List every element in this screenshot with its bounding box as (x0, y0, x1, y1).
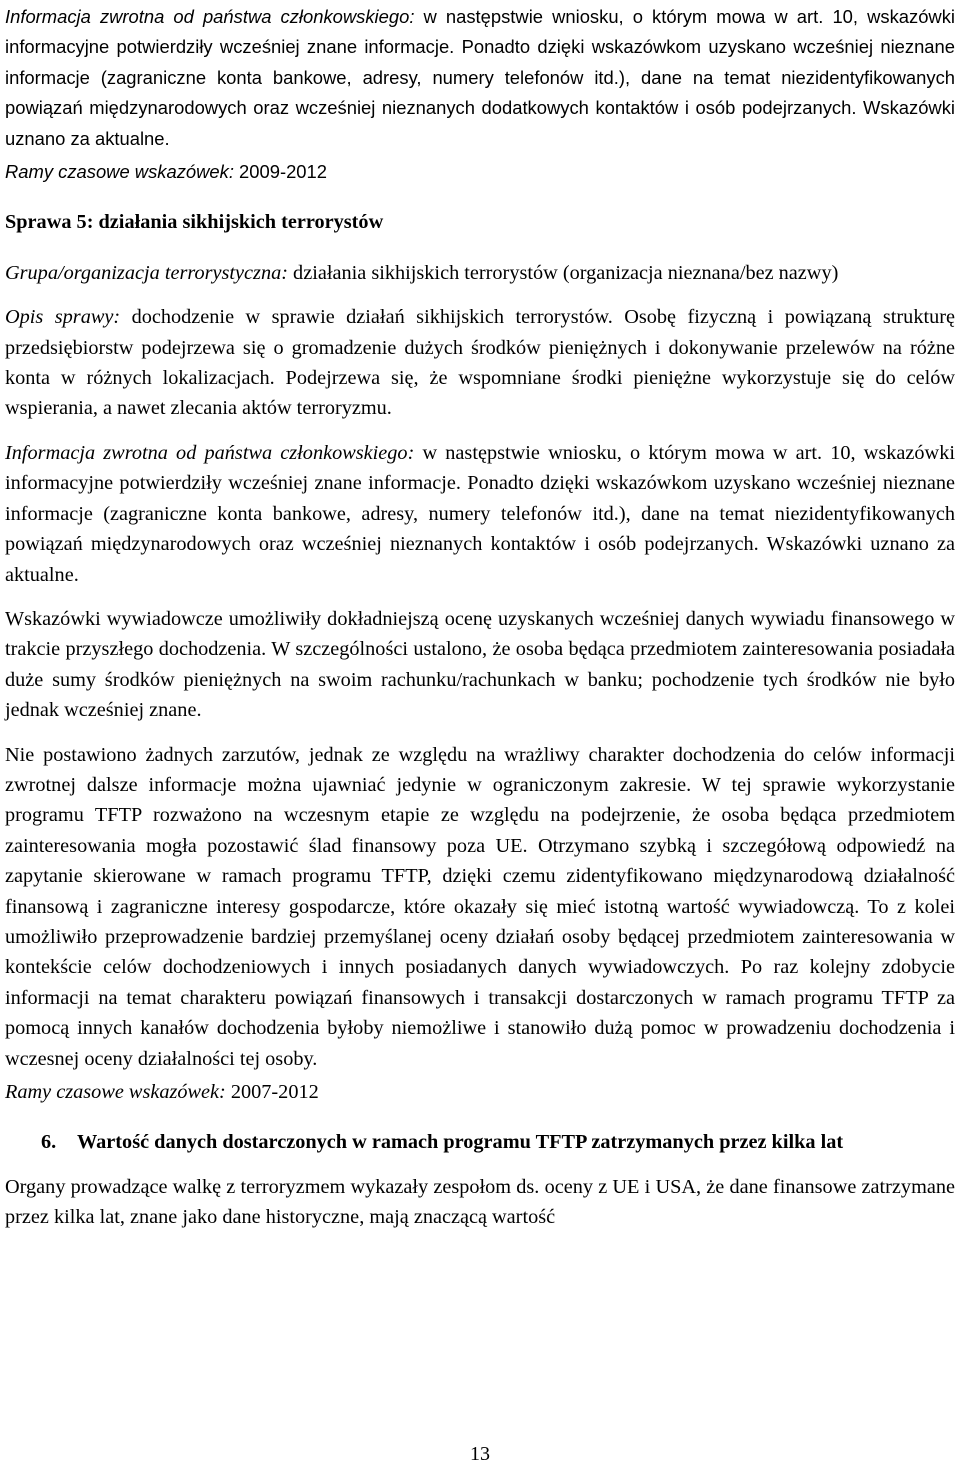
feedback-paragraph-2 (5, 438, 955, 590)
charges-paragraph: Nie postawiono żadnych zarzutów, jednak ze względu na wrażliwy charakter dochodzenia do celów informacji zwrotnej dalsze informacje można ujawniać jedynie w ograniczonym zakresie. W tej sprawie wykorzystanie programu TFTP rozważono na wczesnym etapie ze względu na podejrzenie, że osoba będąca przedmiotem zainteresowania mogła pozostawić ślad finansowy poza UE. Otrzymano szybką i szczegółową odpowiedź na zapytanie skierowane w ramach programu TFTP, dzięki czemu zidentyfikowano międzynarodową działalność finansową i zagraniczne interesy gospodarcze, które okazały się mieć istotną wartość wywiadowczą. To z kolei umożliwiło przeprowadzenie bardziej przemyślanej oceny działań osoby będącej przedmiotem zainteresowania w kontekście celów dochodzeniowych i innych posiadanych danych wywiadowczych. Po raz kolejny zdobycie informacji na temat charakteru powiązań finansowych i transakcji dostarczonych w ramach programu TFTP za pomocą innych kanałów dochodzenia byłoby niemożliwe i stanowiło dużą pomoc w prowadzeniu dochodzenia i wczesnej oceny działalności tej osoby. (5, 743, 955, 1070)
section-heading (5, 1127, 955, 1157)
group-label: Grupa/organizacja terrorystyczna: (5, 261, 288, 284)
intelligence-paragraph: Wskazówki wywiadowcze umożliwiły dokładniejszą ocenę uzyskanych wcześniej danych wywiadu finansowego w trakcie przyszłego dochodzenia. W szczególności ustalono, że osoba będąca przedmiotem zainteresowania posiadała duże sumy środków pieniężnych na swoim rachunku/rachunkach w banku; pochodzenie tych środków nie było jednak wcześniej znane. (5, 607, 955, 722)
timeframe-line-2 (5, 1077, 955, 1107)
page-number: 13 (470, 1443, 490, 1465)
feedback-label: Informacja zwrotna od państwa członkowskiego: (5, 6, 415, 27)
timeframe-label-2: Ramy czasowe wskazówek: (5, 1081, 226, 1103)
description-paragraph (5, 302, 955, 424)
section-number: 6. (41, 1131, 57, 1154)
group-value: działania sikhijskich terrorystów (organizacja nieznana/bez nazwy) (287, 261, 839, 284)
feedback-text: w następstwie wniosku, o którym mowa w art. 10, wskazówki informacyjne potwierdziły wcześniej znane informacje. Ponadto dzięki wskazówkom uzyskano wcześniej nieznane informacje (zagraniczne konta bankowe, adresy, numery telefonów itd.), dane na temat niezidentyfikowanych powiązań międzynarodowych oraz wcześniej nieznanych dodatkowych kontaktów i osób podejrzanych. Wskazówki uznano za aktualne. (5, 6, 955, 149)
feedback-value-2: w następstwie wniosku, o którym mowa w art. 10, wskazówki informacyjne potwierdziły wcześniej znane informacje. Ponadto dzięki wskazówkom uzyskano wcześniej nieznane informacje (zagraniczne konta bankowe, adresy, numery telefonów itd.), dane na temat niezidentyfikowanych powiązań międzynarodowych oraz wcześniej nieznanych kontaktów i osób podejrzanych. Wskazówki uznano za aktualne. (5, 441, 955, 586)
group-paragraph (5, 258, 955, 288)
document-page (5, 0, 955, 1233)
description-label: Opis sprawy: (5, 306, 121, 329)
timeframe-line-1 (5, 157, 955, 187)
timeframe-label: Ramy czasowe wskazówek: (5, 161, 234, 183)
section-paragraph: Organy prowadzące walkę z terroryzmem wykazały zespołom ds. oceny z UE i USA, że dane finansowe zatrzymane przez kilka lat, znane jako dane historyczne, mają znaczącą wartość (5, 1175, 955, 1229)
feedback-paragraph-1 (5, 2, 955, 154)
feedback-label-2: Informacja zwrotna od państwa członkowskiego: (5, 441, 415, 464)
case-title: Sprawa 5: działania sikhijskich terrorystów (5, 211, 384, 234)
timeframe-value: 2009-2012 (233, 161, 327, 183)
section-title: Wartość danych dostarczonych w ramach programu TFTP zatrzymanych przez kilka lat (77, 1131, 844, 1154)
timeframe-value-2: 2007-2012 (225, 1081, 319, 1103)
description-value: dochodzenie w sprawie działań sikhijskich terrorystów. Osobę fizyczną i powiązaną strukturę przedsiębiorstw podejrzewa się o gromadzenie dużych środków pieniężnych i dokonywanie przelewów na różne konta w różnych lokalizacjach. Podejrzewa się, że wspomniane środki pieniężne wykorzystuje się do celów wspierania, a nawet zlecania aktów terroryzmu. (5, 306, 955, 420)
